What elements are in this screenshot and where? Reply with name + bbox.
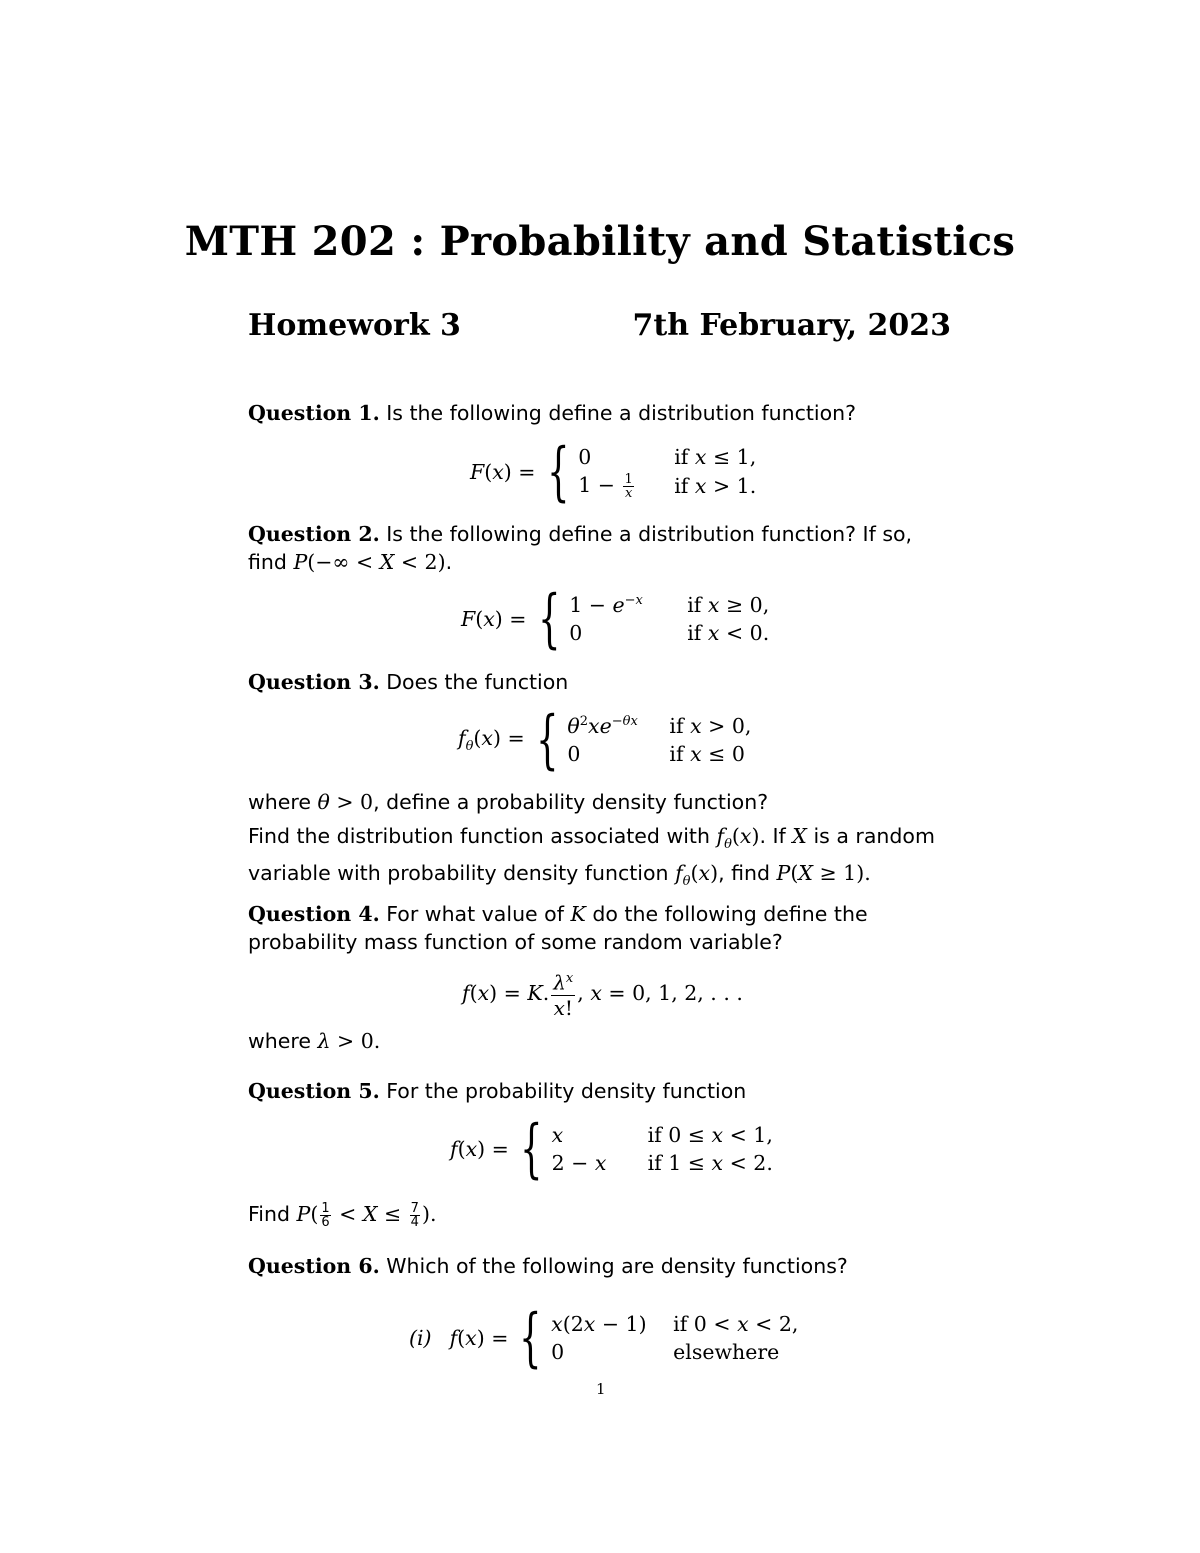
q3-equation: $f_\theta(x)$ = { $\theta^2xe^{-\theta x}$ if x > 0, 0 if x ≤ 0 [458,703,752,777]
question-5-text: Find P( $\frac{1}{6}$ < X ≤ $\frac{7}{4}$ ). [248,1200,437,1230]
page-title: MTH 202 : Probability and Statistics [184,218,1016,265]
question-2: Question 2. Is the following define a distribution function? If so, find P(−∞ < X < 2). [248,522,913,574]
question-3-text: where θ > 0, define a probability density function? [248,790,769,814]
question-6: Question 6. Which of the following are density functions? [248,1254,848,1278]
question-5: Question 5. For the probability density function [248,1079,747,1103]
q4-equation: f(x) = K. $\lambda^x$ x! , x = 0, 1, 2, . . . [462,967,743,1020]
question-3-text-2: Find the distribution function associated with $f_\theta(x)$. If X is a random variable with probability density function $f_\theta(x)$, find P(X ≥ 1). [248,824,935,890]
q5-equation: f(x) = { x if 0 ≤ x < 1, 2 − x if 1 ≤ x < 2. [450,1112,773,1186]
page-number: 1 [596,1380,606,1398]
q1-equation: F(x) = { 0 if x ≤ 1, 1 − $\frac{1}{x}$ if x > 1. [470,435,757,509]
question-4: Question 4. For what value of K do the following define the probability mass function of some random variable? [248,902,868,954]
homework-date: 7th February, 2023 [632,308,951,343]
question-4-text: where λ > 0. [248,1029,381,1053]
question-1: Question 1. Is the following define a distribution function? [248,401,857,425]
homework-number: Homework 3 [248,308,461,343]
question-3: Question 3. Does the function [248,670,569,694]
q2-equation: F(x) = { $1 - e^{-x}$ if x ≥ 0, 0 if x < 0. [461,582,770,656]
q6-equation-i: (i) f(x) = { x(2x − 1) if 0 < x < 2, 0 elsewhere [409,1301,799,1375]
